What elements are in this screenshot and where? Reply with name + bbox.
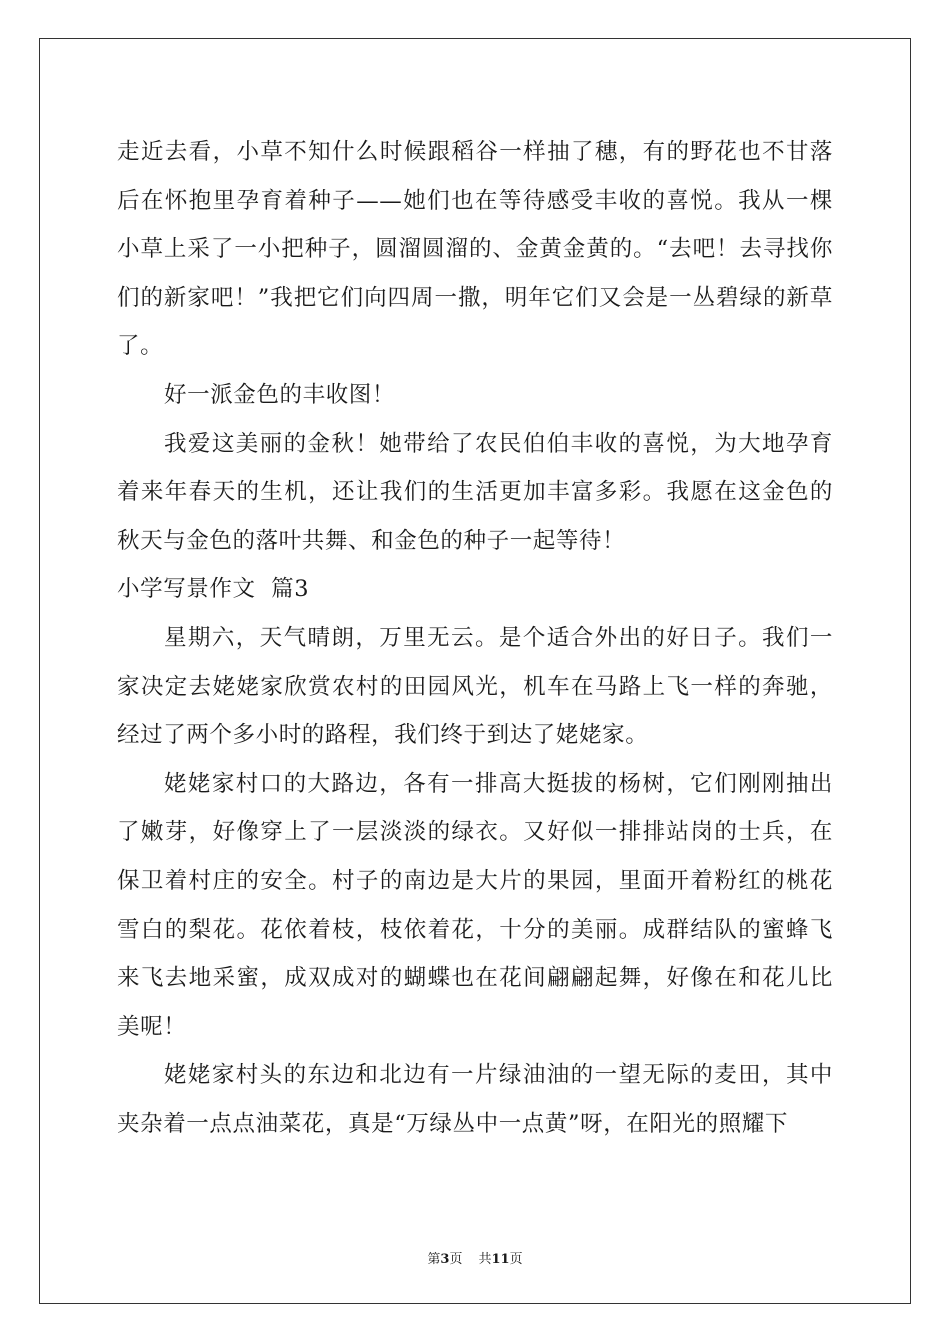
paragraph-2: 好一派金色的丰收图！ bbox=[164, 381, 396, 408]
paragraph-5: 姥姥家村口的大路边，各有一排高大挺拔的杨树，它们刚刚抽出了嫩芽，好像穿上了一层淡淡的绿衣。又好似一排排站岗的士兵，在保卫着村庄的安全。村子的南边是大片的果园，里面开着粉红的桃花雪白的梨花。花依着枝，枝依着花，十分的美丽。成群结队的蜜蜂飞来飞去地采蜜，成双成对的蝴蝶也在花间翩翩起舞，好像在和花儿比美呢！ bbox=[117, 770, 833, 1040]
paragraph-3: 我爱这美丽的金秋！她带给了农民伯伯丰收的喜悦，为大地孕育着来年春天的生机，还让我们的生活更加丰富多彩。我愿在这金色的秋天与金色的落叶共舞、和金色的种子一起等待！ bbox=[117, 430, 833, 554]
footer-page-number: 3 bbox=[440, 1252, 450, 1267]
footer-total-pages: 11 bbox=[491, 1252, 510, 1267]
page-footer bbox=[0, 1248, 950, 1267]
paragraph-4: 星期六，天气晴朗，万里无云。是个适合外出的好日子。我们一家决定去姥姥家欣赏农村的田园风光，机车在马路上飞一样的奔驰，经过了两个多小时的路程，我们终于到达了姥姥家。 bbox=[117, 624, 833, 749]
footer-total-suffix: 页 bbox=[509, 1252, 523, 1267]
paragraph-6: 姥姥家村头的东边和北边有一片绿油油的一望无际的麦田，其中夹杂着一点点油菜花，真是“万绿丛中一点黄”呀，在阳光的照耀下 bbox=[117, 1062, 833, 1137]
document-body bbox=[117, 128, 833, 1148]
footer-page-suffix: 页 bbox=[449, 1252, 463, 1267]
footer-total-prefix: 共 bbox=[478, 1252, 492, 1267]
section-heading: 小学写景作文 篇3 bbox=[117, 576, 310, 603]
paragraph-1: 走近去看，小草不知什么时候跟稻谷一样抽了穗，有的野花也不甘落后在怀抱里孕育着种子——她们也在等待感受丰收的喜悦。我从一棵小草上采了一小把种子，圆溜圆溜的、金黄金黄的。“去吧！去寻找你们的新家吧！”我把它们向四周一撒，明年它们又会是一丛碧绿的新草了。 bbox=[117, 139, 833, 360]
footer-page-prefix: 第 bbox=[427, 1252, 441, 1267]
